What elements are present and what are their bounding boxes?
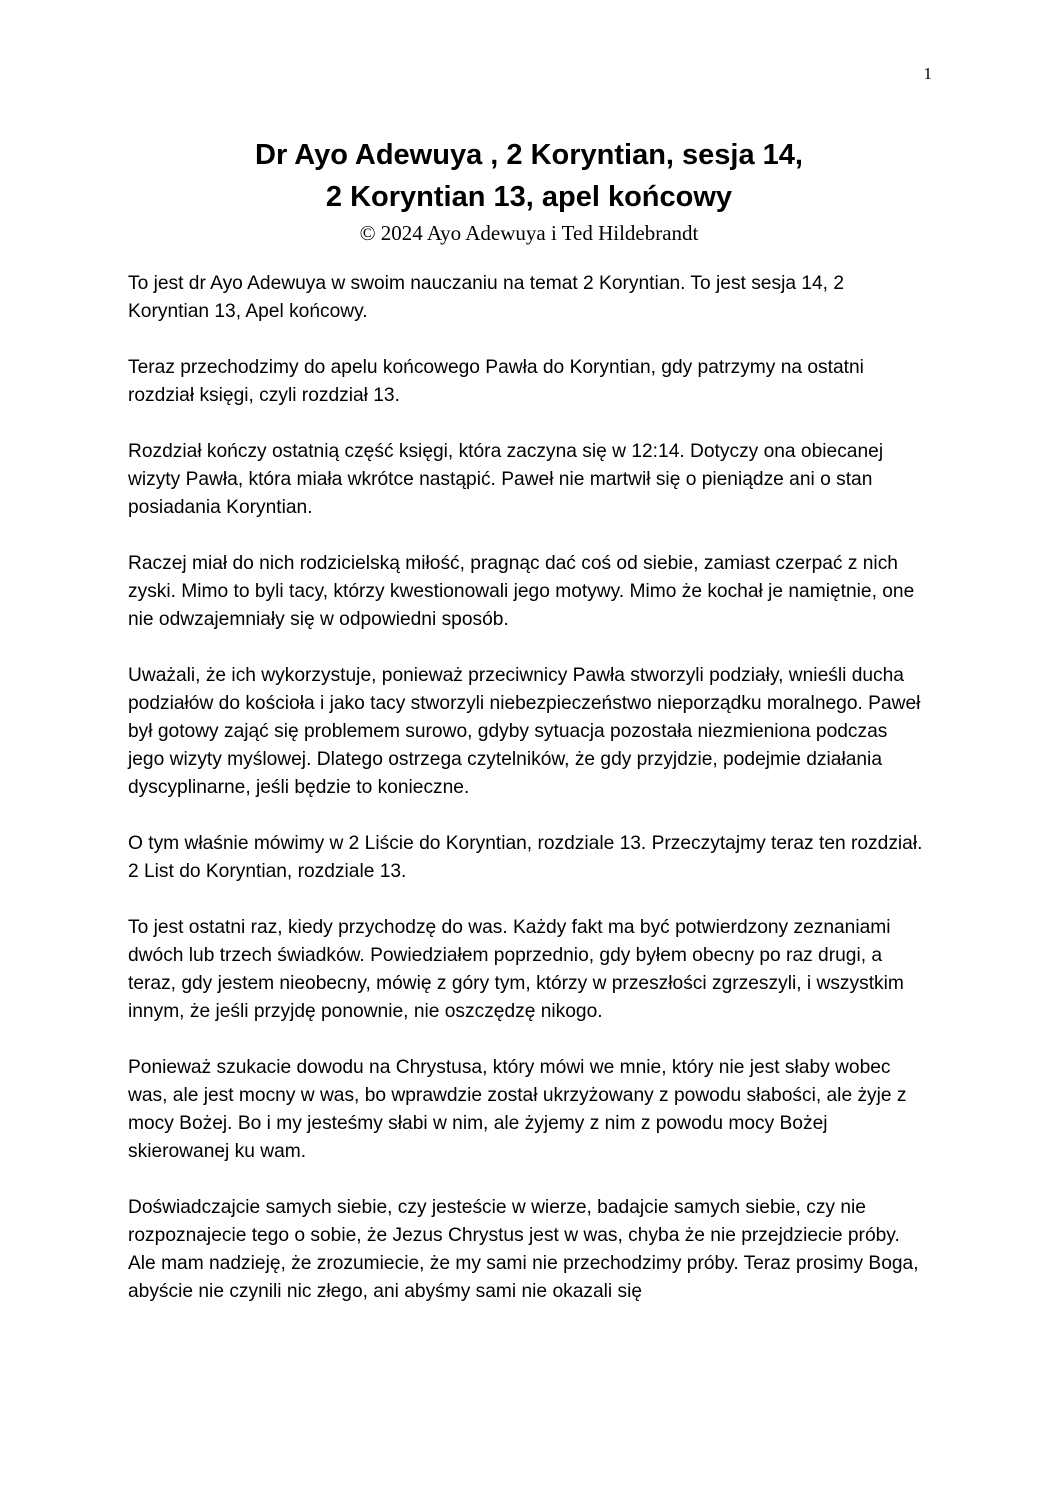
page-number: 1 xyxy=(923,64,932,83)
paragraph: Rozdział kończy ostatnią część księgi, która zaczyna się w 12:14. Dotyczy ona obiecanej wizyty Pawła, która miała wkrótce nastąpić. Paweł nie martwił się o pieniądze ani o stan posiadania Koryntian. xyxy=(128,441,884,518)
title-block xyxy=(0,134,1058,248)
paragraph: Raczej miał do nich rodzicielską miłość, pragnąc dać coś od siebie, zamiast czerpać z nich zyski. Mimo to byli tacy, którzy kwestionowali jego motywy. Mimo że kochał je namiętnie, one nie odwzajemniały się w odpowiedni sposób. xyxy=(128,553,915,630)
paragraph: Ponieważ szukacie dowodu na Chrystusa, który mówi we mnie, który nie jest słaby wobec was, ale jest mocny w was, bo wprawdzie został ukrzyżowany z powodu słabości, ale żyje z mocy Bożej. Bo i my jesteśmy słabi w nim, ale żyjemy z nim z powodu mocy Bożej skierowanej ku wam. xyxy=(128,1057,907,1162)
paragraph: Teraz przechodzimy do apelu końcowego Pawła do Koryntian, gdy patrzymy na ostatni rozdział księgi, czyli rozdział 13. xyxy=(128,357,864,406)
paragraph: Doświadczajcie samych siebie, czy jesteście w wierze, badajcie samych siebie, czy nie rozpoznajecie tego o sobie, że Jezus Chrystus jest w was, chyba że nie przejdziecie próby. Ale mam nadzieję, że zrozumiecie, że my sami nie przechodzimy próby. Teraz prosimy Boga, abyście nie czynili nic złego, ani abyśmy sami nie okazali się xyxy=(128,1197,919,1302)
page-title-line-1: Dr Ayo Adewuya , 2 Koryntian, sesja 14, xyxy=(255,139,803,171)
body-text xyxy=(128,270,928,1334)
page-title-line-2: 2 Koryntian 13, apel końcowy xyxy=(325,181,733,213)
paragraph: To jest dr Ayo Adewuya w swoim nauczaniu na temat 2 Koryntian. To jest sesja 14, 2 Koryntian 13, Apel końcowy. xyxy=(128,273,845,322)
paragraph: Uważali, że ich wykorzystuje, ponieważ przeciwnicy Pawła stworzyli podziały, wnieśli ducha podziałów do kościoła i jako tacy stworzyli niebezpieczeństwo nieporządku moralnego. Paweł był gotowy zająć się problemem surowo, gdyby sytuacja pozostała niezmieniona podczas jego wizyty myślowej. Dlatego ostrzega czytelników, że gdy przyjdzie, podejmie działania dyscyplinarne, jeśli będzie to konieczne. xyxy=(128,665,921,798)
copyright-notice: © 2024 Ayo Adewuya i Ted Hildebrandt xyxy=(359,221,699,245)
paragraph: To jest ostatni raz, kiedy przychodzę do was. Każdy fakt ma być potwierdzony zeznaniami dwóch lub trzech świadków. Powiedziałem poprzednio, gdy byłem obecny po raz drugi, a teraz, gdy jestem nieobecny, mówię z góry tym, którzy w przeszłości zgrzeszyli, i wszystkim innym, że jeśli przyjdę ponownie, nie oszczędzę nikogo. xyxy=(128,917,904,1022)
paragraph: O tym właśnie mówimy w 2 Liście do Koryntian, rozdziale 13. Przeczytajmy teraz ten rozdział. 2 List do Koryntian, rozdziale 13. xyxy=(128,833,923,882)
